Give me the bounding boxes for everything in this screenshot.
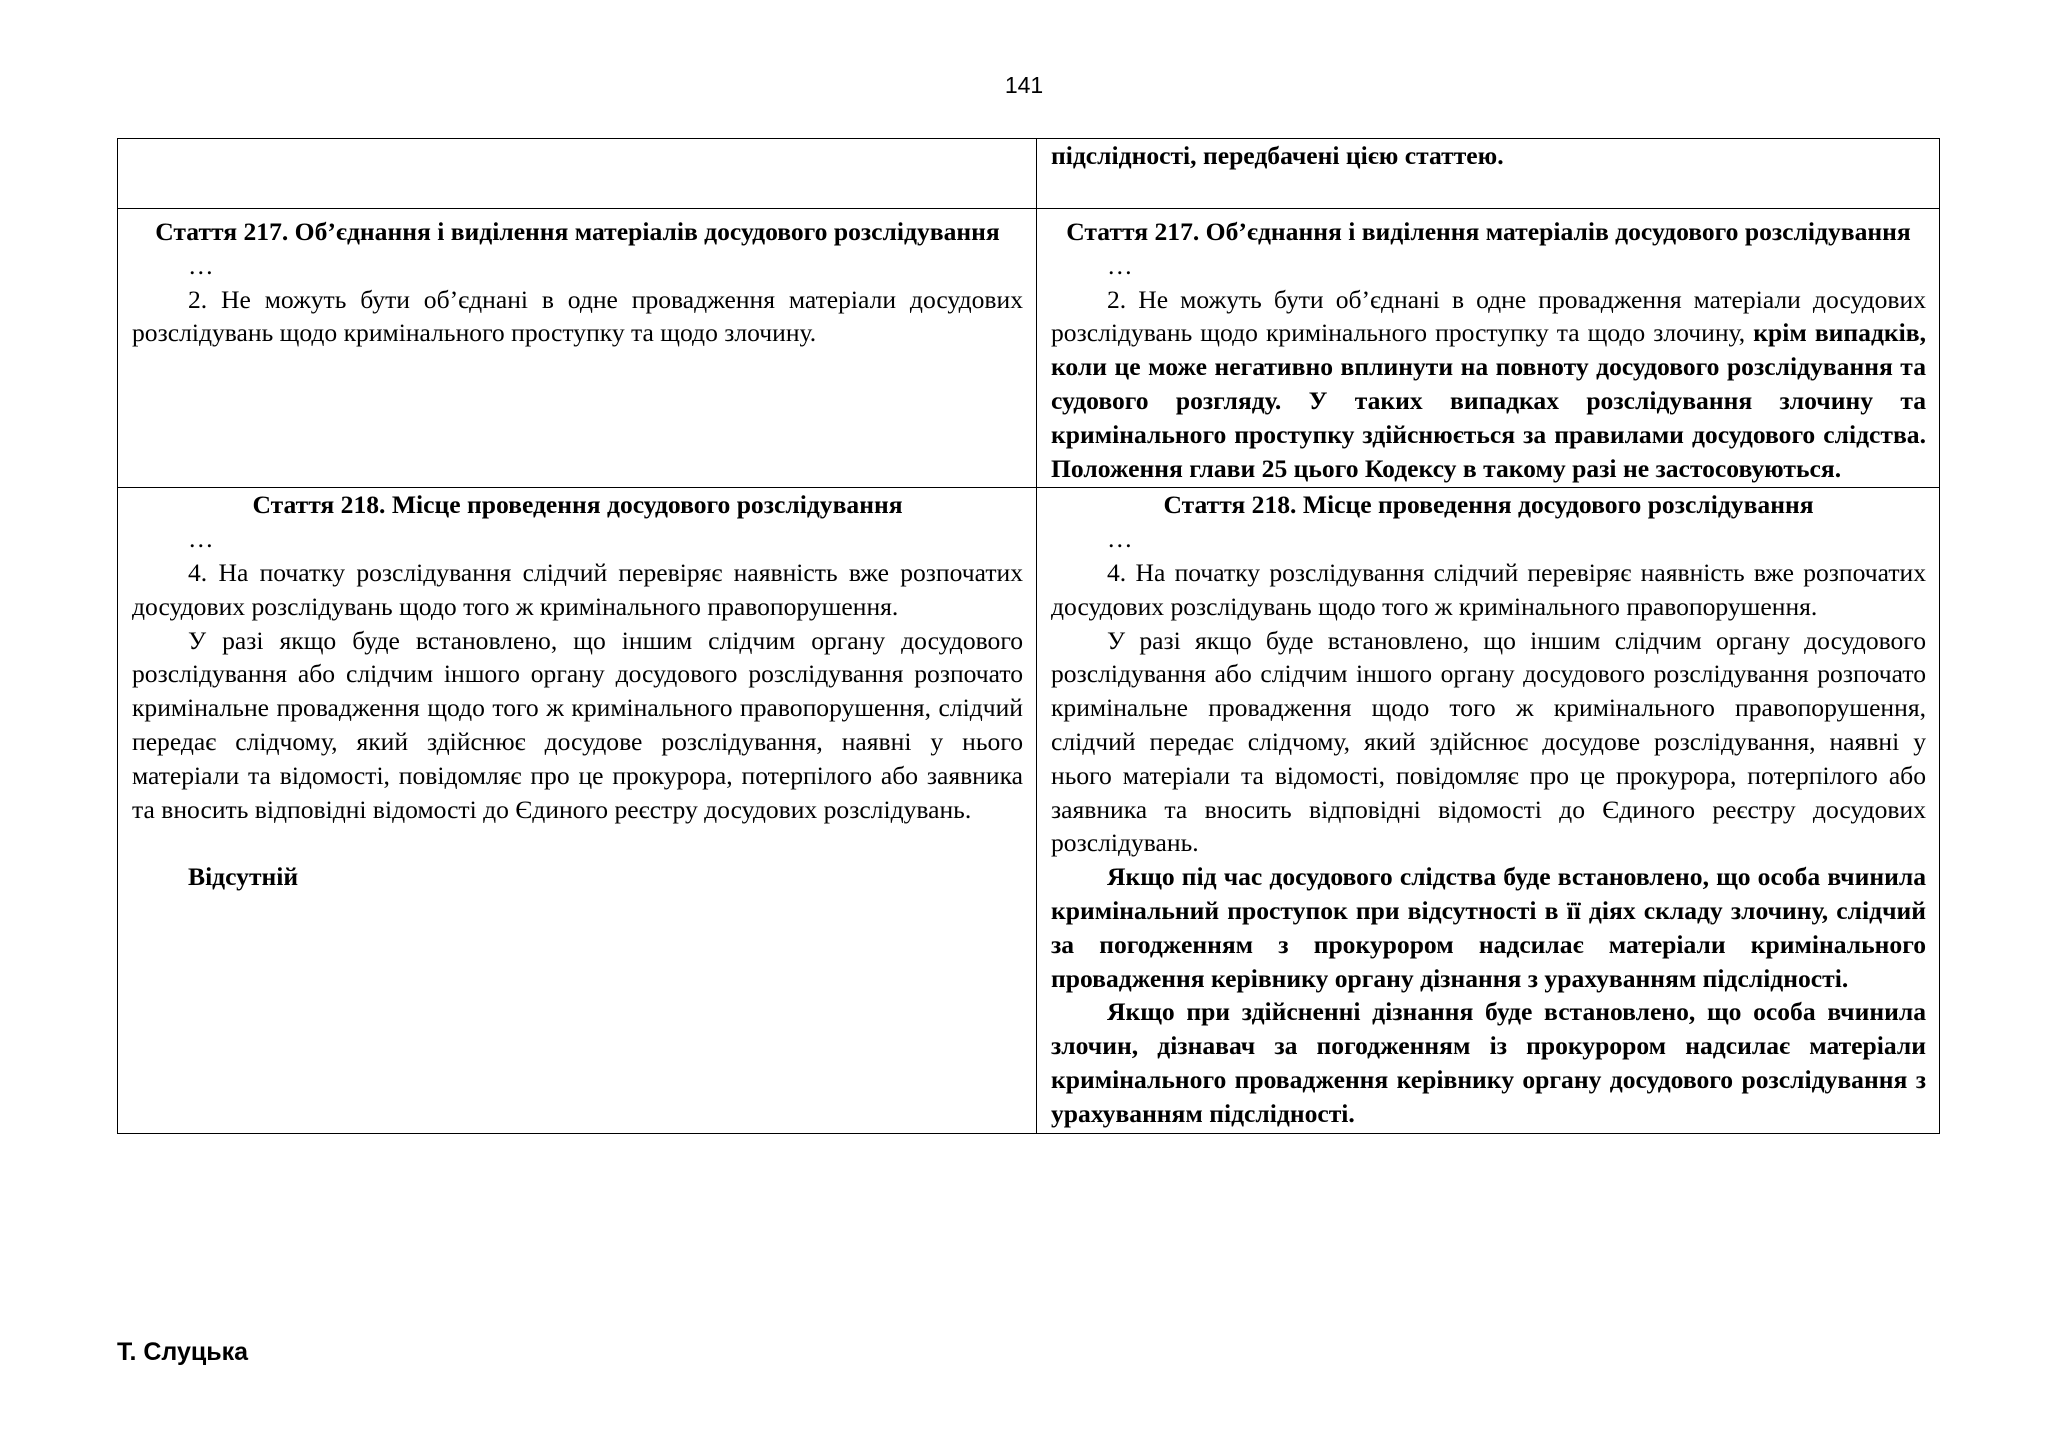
paragraph-plain: 2. Не можуть бути об’єднані в одне провадження матеріали досудових розслідувань щодо кримінального проступку та щодо злочину,	[1051, 284, 1926, 348]
ellipsis: …	[1107, 524, 1133, 554]
cell-proposed-0	[1037, 139, 1940, 209]
article-title: Стаття 218. Місце проведення досудового розслідування	[252, 490, 903, 520]
cell-current-0	[118, 139, 1037, 209]
ellipsis: …	[188, 524, 214, 554]
article-title: Стаття 217. Об’єднання і виділення матеріалів досудового розслідування	[1066, 217, 1911, 246]
paragraph-amendment: Якщо під час досудового слідства буде встановлено, що особа вчинила кримінальний проступок при відсутності в її діях складу злочину, слідчий за погодженням з прокурором надсилає матеріали кримінального провадження керівнику органу дізнання з урахуванням підслідності.	[1051, 862, 1926, 993]
cell-proposed-218	[1037, 488, 1940, 1133]
table-row	[118, 488, 1940, 1133]
comparison-table	[117, 138, 1940, 1134]
proposed-text: підслідності, передбачені цією статтею.	[1051, 141, 1504, 170]
table-row	[118, 209, 1940, 488]
paragraph: 4. На початку розслідування слідчий перевіряє наявність вже розпочатих досудових розслідувань щодо того ж кримінального правопорушення.	[1051, 557, 1926, 621]
cell-current-218	[118, 488, 1037, 1133]
absent-label: Відсутній	[188, 862, 299, 892]
article-title: Стаття 217. Об’єднання і виділення матеріалів досудового розслідування	[155, 217, 1000, 246]
paragraph: 4. На початку розслідування слідчий перевіряє наявність вже розпочатих досудових розслідувань щодо того ж кримінального правопорушення.	[132, 557, 1023, 621]
ellipsis: …	[1107, 250, 1133, 280]
paragraph: 2. Не можуть бути об’єднані в одне провадження матеріали досудових розслідувань щодо кримінального проступку та щодо злочину.	[132, 284, 1023, 348]
page-number: 141	[1004, 72, 1044, 98]
cell-proposed-217	[1037, 209, 1940, 488]
article-title: Стаття 218. Місце проведення досудового розслідування	[1163, 490, 1814, 520]
table-row	[118, 139, 1940, 209]
cell-current-217	[118, 209, 1037, 488]
paragraph-amendment: крім випадків, коли це може негативно вплинути на повноту досудового розслідування та судового розгляду. У таких випадках розслідування злочину та кримінального проступку здійснюється за правилами досудового слідства. Положення глави 25 цього Кодексу в такому разі не застосовуються.	[1051, 318, 1926, 483]
author-signature: Т. Слуцька	[117, 1338, 249, 1366]
paragraph: У разі якщо буде встановлено, що іншим слідчим органу досудового розслідування або слідчим іншого органу досудового розслідування розпочато кримінальне провадження щодо того ж кримінального правопорушення, слідчий передає слідчому, який здійснює досудове розслідування, наявні у нього матеріали та відомості, повідомляє про це прокурора, потерпілого або заявника та вносить відповідні відомості до Єдиного реєстру досудових розслідувань.	[1051, 625, 1926, 858]
paragraph: У разі якщо буде встановлено, що іншим слідчим органу досудового розслідування або слідчим іншого органу досудового розслідування розпочато кримінальне провадження щодо того ж кримінального правопорушення, слідчий передає слідчому, який здійснює досудове розслідування, наявні у нього матеріали та відомості, повідомляє про це прокурора, потерпілого або заявника та вносить відповідні відомості до Єдиного реєстру досудових розслідувань.	[132, 625, 1023, 824]
paragraph-amendment: Якщо при здійсненні дізнання буде встановлено, що особа вчинила злочин, дізнавач за погодженням із прокурором надсилає матеріали кримінального провадження керівнику органу досудового розслідування з урахуванням підслідності.	[1051, 997, 1926, 1128]
ellipsis: …	[188, 250, 214, 280]
paragraph	[1051, 283, 1926, 486]
